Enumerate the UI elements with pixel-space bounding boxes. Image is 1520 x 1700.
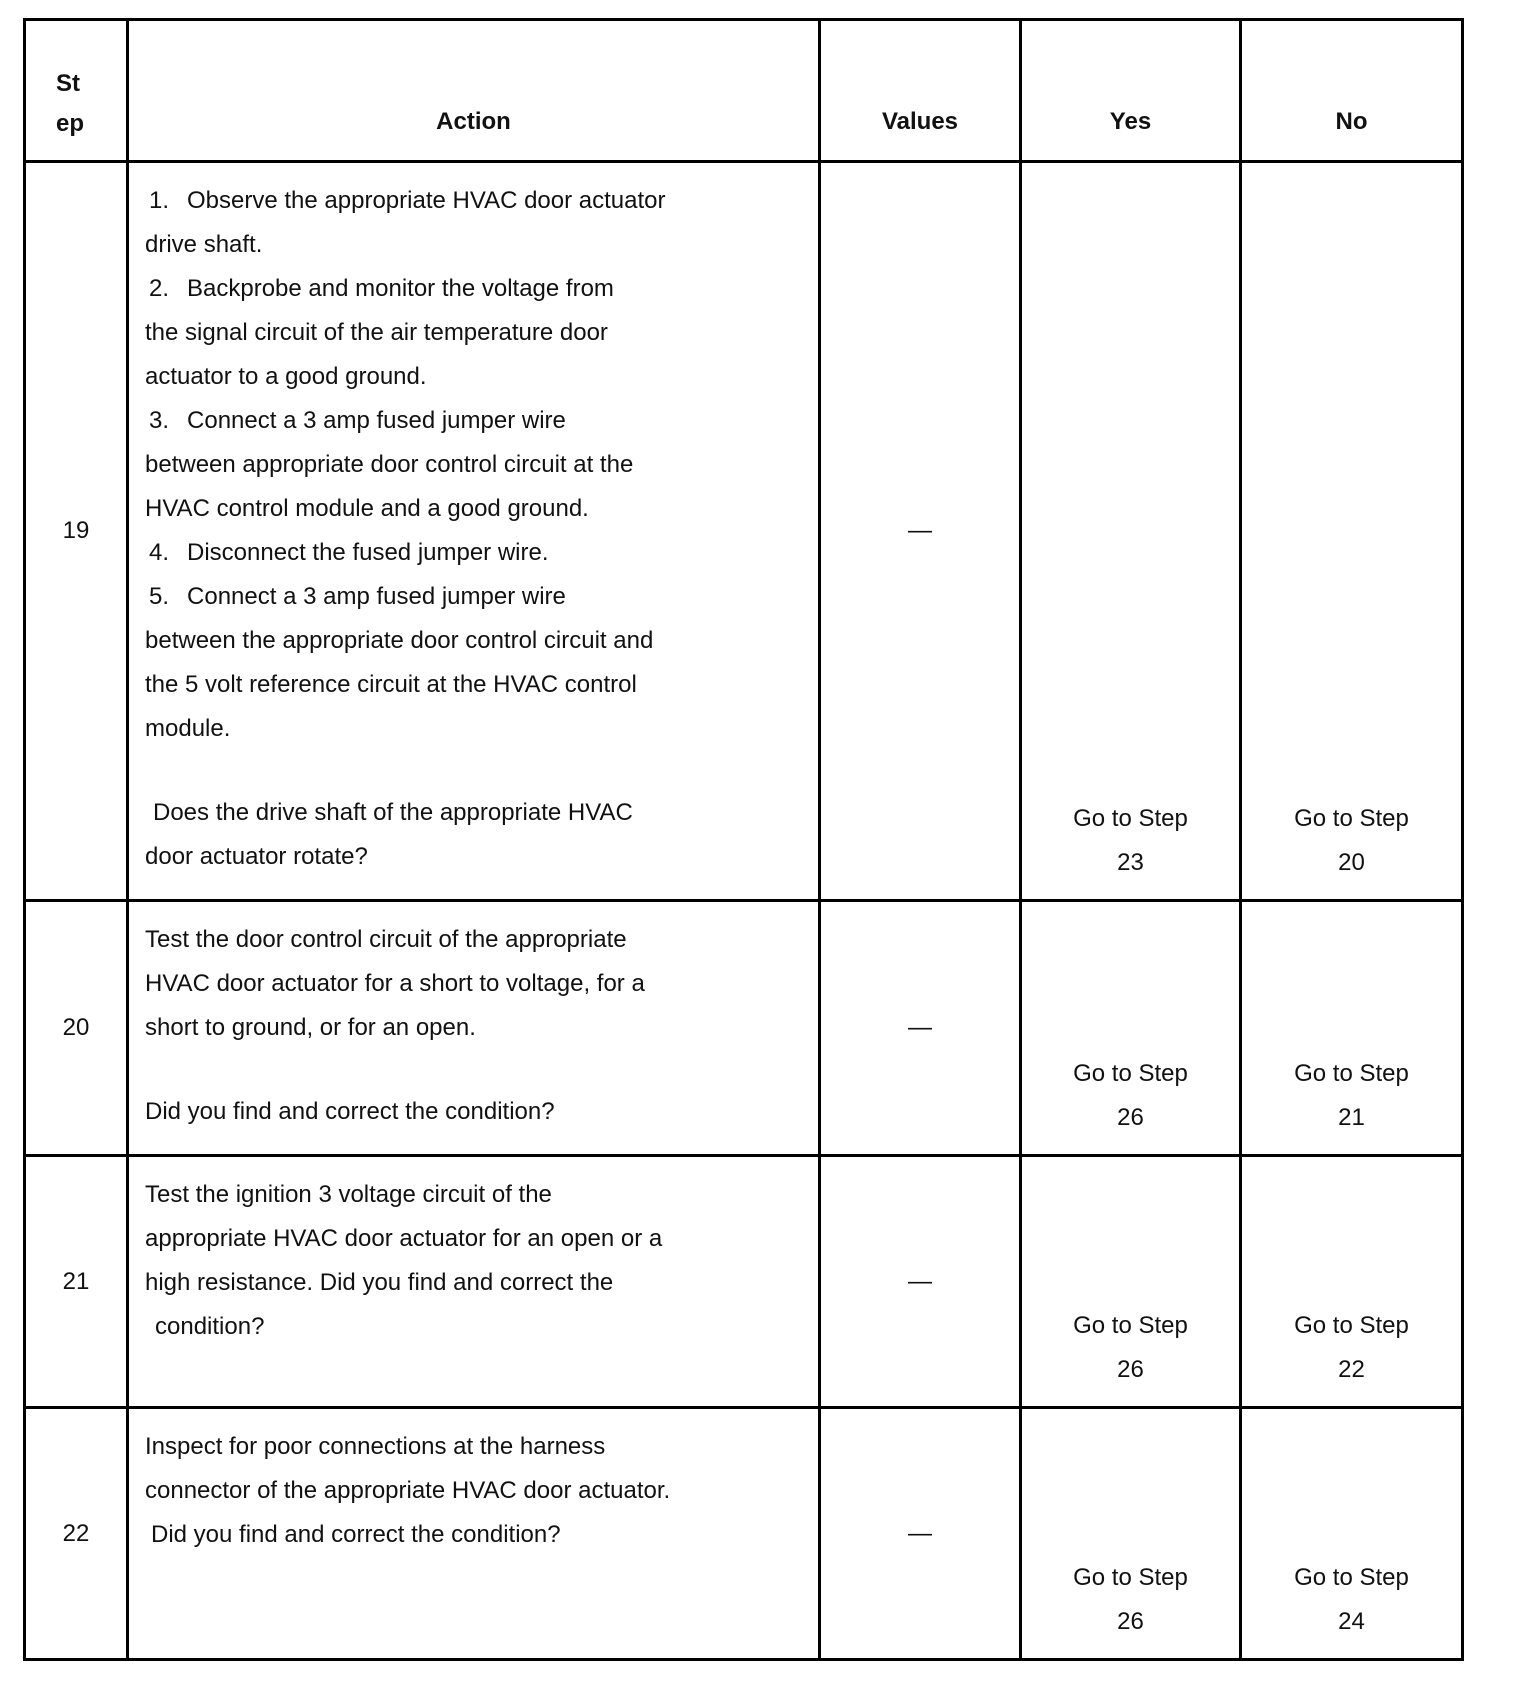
list-item-continuation: actuator to a good ground. bbox=[145, 363, 427, 390]
table-row bbox=[25, 901, 1463, 1156]
yes-step: 26 bbox=[1117, 1356, 1144, 1383]
no-cell bbox=[1241, 901, 1463, 1156]
step-number: 22 bbox=[25, 1408, 128, 1660]
step-header-line-1: St bbox=[56, 70, 80, 97]
yes-cell bbox=[1021, 901, 1241, 1156]
list-item-continuation: HVAC control module and a good ground. bbox=[145, 495, 589, 522]
list-item-continuation: the 5 volt reference circuit at the HVAC control bbox=[145, 671, 637, 698]
step-number: 19 bbox=[25, 162, 128, 901]
no-label: Go to Step bbox=[1294, 1060, 1409, 1087]
no-label: Go to Step bbox=[1294, 1564, 1409, 1591]
action-cell bbox=[128, 1156, 820, 1408]
list-item: 3. Connect a 3 amp fused jumper wire bbox=[149, 407, 566, 434]
list-item: 1. Observe the appropriate HVAC door actuator bbox=[149, 187, 666, 214]
no-cell bbox=[1241, 1408, 1463, 1660]
action-text: connector of the appropriate HVAC door actuator. bbox=[145, 1477, 671, 1504]
yes-label: Go to Step bbox=[1073, 1312, 1188, 1339]
action-cell bbox=[128, 1408, 820, 1660]
list-item-continuation: the signal circuit of the air temperature door bbox=[145, 319, 608, 346]
list-item-continuation: module. bbox=[145, 715, 231, 742]
list-item: 5. Connect a 3 amp fused jumper wire bbox=[149, 583, 566, 610]
yes-cell bbox=[1021, 162, 1241, 901]
yes-cell bbox=[1021, 1156, 1241, 1408]
step-number: 21 bbox=[25, 1156, 128, 1408]
action-text: Test the door control circuit of the appropriate bbox=[145, 926, 627, 953]
step-header bbox=[25, 20, 128, 162]
values-cell: — bbox=[820, 1408, 1021, 1660]
no-step: 22 bbox=[1338, 1356, 1365, 1383]
action-cell bbox=[128, 901, 820, 1156]
values-cell: — bbox=[820, 901, 1021, 1156]
yes-label: Go to Step bbox=[1073, 805, 1188, 832]
question-text: Did you find and correct the condition? bbox=[145, 1098, 555, 1125]
action-text: condition? bbox=[155, 1313, 265, 1340]
question-text: Did you find and correct the condition? bbox=[151, 1521, 561, 1548]
yes-step: 23 bbox=[1117, 849, 1144, 876]
yes-label: Go to Step bbox=[1073, 1564, 1188, 1591]
no-step: 20 bbox=[1338, 849, 1365, 876]
table-row bbox=[25, 162, 1463, 901]
list-item: 4. Disconnect the fused jumper wire. bbox=[149, 539, 549, 566]
no-step: 21 bbox=[1338, 1104, 1365, 1131]
yes-step: 26 bbox=[1117, 1608, 1144, 1635]
no-label: Go to Step bbox=[1294, 1312, 1409, 1339]
no-cell bbox=[1241, 162, 1463, 901]
action-text: Test the ignition 3 voltage circuit of the bbox=[145, 1181, 552, 1208]
action-text: HVAC door actuator for a short to voltage, for a bbox=[145, 970, 645, 997]
no-step: 24 bbox=[1338, 1608, 1365, 1635]
yes-step: 26 bbox=[1117, 1104, 1144, 1131]
yes-header: Yes bbox=[1021, 20, 1241, 162]
values-cell: — bbox=[820, 1156, 1021, 1408]
action-text: Inspect for poor connections at the harness bbox=[145, 1433, 606, 1460]
yes-label: Go to Step bbox=[1073, 1060, 1188, 1087]
table-row bbox=[25, 1156, 1463, 1408]
action-text: high resistance. Did you find and correct the bbox=[145, 1269, 614, 1296]
question-text: Does the drive shaft of the appropriate HVAC bbox=[153, 799, 633, 826]
list-item-continuation: between appropriate door control circuit at the bbox=[145, 451, 634, 478]
no-label: Go to Step bbox=[1294, 805, 1409, 832]
list-item-continuation: between the appropriate door control circuit and bbox=[145, 627, 654, 654]
step-header-line-2: ep bbox=[56, 110, 85, 137]
values-header: Values bbox=[820, 20, 1021, 162]
action-header: Action bbox=[128, 20, 820, 162]
action-text: appropriate HVAC door actuator for an open or a bbox=[145, 1225, 663, 1252]
question-text: door actuator rotate? bbox=[145, 843, 368, 870]
diagnostic-table bbox=[23, 18, 1464, 1661]
values-cell: — bbox=[820, 162, 1021, 901]
action-cell bbox=[128, 162, 820, 901]
list-item-continuation: drive shaft. bbox=[145, 231, 263, 258]
no-cell bbox=[1241, 1156, 1463, 1408]
header-row bbox=[25, 20, 1463, 162]
table-row bbox=[25, 1408, 1463, 1660]
action-text: short to ground, or for an open. bbox=[145, 1014, 476, 1041]
list-item: 2. Backprobe and monitor the voltage from bbox=[149, 275, 614, 302]
no-header: No bbox=[1241, 20, 1463, 162]
step-number: 20 bbox=[25, 901, 128, 1156]
yes-cell bbox=[1021, 1408, 1241, 1660]
